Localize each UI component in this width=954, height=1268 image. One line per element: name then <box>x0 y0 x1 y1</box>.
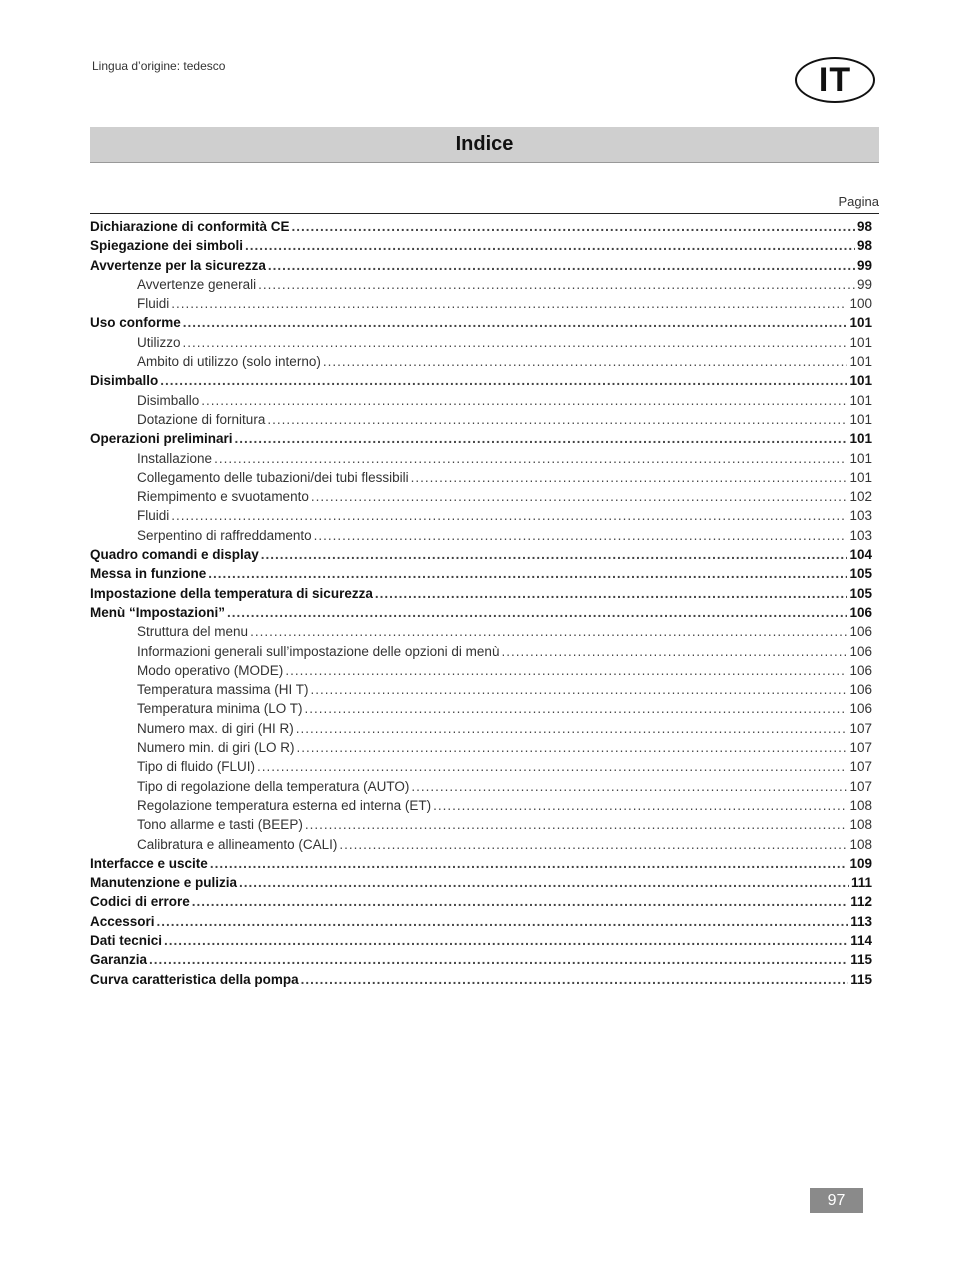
toc-entry-label: Tipo di regolazione della temperatura (AUTO) <box>137 778 410 794</box>
toc-entry-page: 106 <box>849 701 872 717</box>
toc-entry[interactable] <box>90 217 872 236</box>
toc-entry-label: Curva caratteristica della pompa <box>90 971 299 987</box>
toc-entry-page: 98 <box>856 219 872 234</box>
toc-entry-label: Struttura del menu <box>137 624 249 640</box>
toc-entry-label: Dati tecnici <box>90 932 163 948</box>
toc-entry-page: 103 <box>849 527 872 543</box>
toc-entry-label: Numero max. di giri (HI R) <box>137 720 294 736</box>
dot-leader <box>323 352 848 371</box>
toc-entry-page: 107 <box>849 778 872 794</box>
toc-entry-page: 114 <box>850 932 872 948</box>
toc-entry-page: 98 <box>856 238 872 254</box>
toc-entry[interactable] <box>90 873 872 892</box>
toc-subentry[interactable] <box>90 661 872 680</box>
toc-entry[interactable] <box>90 970 872 989</box>
dot-leader <box>311 680 848 699</box>
toc-entry-page: 103 <box>849 508 872 524</box>
toc-entry[interactable] <box>90 854 872 873</box>
dot-leader <box>267 410 847 429</box>
dot-leader <box>314 526 848 545</box>
toc-entry-label: Installazione <box>137 450 213 466</box>
toc-entry-page: 105 <box>849 566 872 582</box>
toc-subentry[interactable] <box>90 815 872 834</box>
dot-leader <box>501 642 847 661</box>
dot-leader <box>305 699 848 718</box>
dot-leader <box>183 333 848 352</box>
dot-leader <box>285 661 847 680</box>
toc-entry-label: Garanzia <box>90 952 148 968</box>
toc-subentry[interactable] <box>90 642 872 661</box>
toc-entry-page: 101 <box>849 373 872 389</box>
page-number: 97 <box>810 1188 863 1213</box>
toc-entry-page: 101 <box>849 431 872 447</box>
dot-leader <box>311 487 848 506</box>
toc-entry-page: 101 <box>849 315 872 331</box>
toc-entry[interactable] <box>90 931 872 950</box>
dot-leader <box>171 294 847 313</box>
dot-leader <box>201 391 847 410</box>
dot-leader <box>210 854 848 873</box>
dot-leader <box>227 603 847 622</box>
toc-entry[interactable] <box>90 564 872 583</box>
toc-entry-label: Informazioni generali sull’impostazione delle opzioni di menù <box>137 643 500 659</box>
toc-entry-page: 106 <box>849 682 872 698</box>
toc-entry[interactable] <box>90 912 872 931</box>
toc-entry-page: 101 <box>849 392 872 408</box>
toc-entry-label: Impostazione della temperatura di sicurezza <box>90 585 373 601</box>
toc-entry-label: Interfacce e uscite <box>90 855 208 871</box>
dot-leader <box>183 313 848 332</box>
dot-leader <box>157 912 849 931</box>
toc-entry[interactable] <box>90 236 872 255</box>
toc-entry-label: Codici di errore <box>90 894 190 910</box>
toc-entry-page: 107 <box>849 759 872 775</box>
toc-entry[interactable] <box>90 545 872 564</box>
toc-entry-label: Ambito di utilizzo (solo interno) <box>137 354 321 370</box>
toc-entry-label: Temperatura minima (LO T) <box>137 701 303 717</box>
dot-leader <box>297 738 848 757</box>
toc-subentry[interactable] <box>90 352 872 371</box>
toc-entry-label: Avvertenze generali <box>137 276 257 292</box>
dot-leader <box>305 815 848 834</box>
dot-leader <box>411 468 848 487</box>
toc-entry-page: 106 <box>849 662 872 678</box>
toc-entry-page: 108 <box>849 836 872 852</box>
toc-subentry[interactable] <box>90 526 872 545</box>
table-of-contents <box>90 217 872 989</box>
toc-subentry[interactable] <box>90 410 872 429</box>
toc-subentry[interactable] <box>90 294 872 313</box>
toc-entry-page: 105 <box>849 585 872 601</box>
dot-leader <box>250 622 847 641</box>
toc-subentry[interactable] <box>90 738 872 757</box>
dot-leader <box>192 892 848 911</box>
toc-subentry[interactable] <box>90 506 872 525</box>
origin-language-note: Lingua d’origine: tedesco <box>92 59 226 73</box>
dot-leader <box>245 236 855 255</box>
toc-subentry[interactable] <box>90 680 872 699</box>
dot-leader <box>261 545 848 564</box>
toc-entry-page: 99 <box>856 257 872 273</box>
language-badge: IT <box>795 57 875 103</box>
toc-subentry[interactable] <box>90 835 872 854</box>
toc-subentry[interactable] <box>90 333 872 352</box>
dot-leader <box>292 217 855 236</box>
toc-entry-label: Dichiarazione di conformità CE <box>90 219 290 234</box>
dot-leader <box>375 584 848 603</box>
toc-entry-page: 101 <box>849 354 872 370</box>
toc-entry-page: 108 <box>849 797 872 813</box>
toc-entry-label: Quadro comandi e display <box>90 547 259 563</box>
toc-entry-page: 115 <box>850 971 872 987</box>
toc-entry-page: 101 <box>849 411 872 427</box>
header-rule <box>90 213 879 214</box>
toc-entry[interactable] <box>90 256 872 275</box>
page-title: Indice <box>455 133 514 155</box>
toc-entry-page: 102 <box>849 489 872 505</box>
dot-leader <box>301 970 849 989</box>
dot-leader <box>433 796 847 815</box>
toc-subentry[interactable] <box>90 391 872 410</box>
toc-subentry[interactable] <box>90 468 872 487</box>
toc-entry-label: Menù “Impostazioni” <box>90 604 225 620</box>
toc-entry-page: 99 <box>856 276 872 292</box>
toc-entry-label: Fluidi <box>137 296 170 312</box>
toc-entry-page: 113 <box>850 913 872 929</box>
toc-subentry[interactable] <box>90 777 872 796</box>
toc-entry-label: Tipo di fluido (FLUI) <box>137 759 256 775</box>
toc-entry-label: Disimballo <box>137 392 200 408</box>
dot-leader <box>268 256 855 275</box>
toc-subentry[interactable] <box>90 757 872 776</box>
toc-entry-label: Avvertenze per la sicurezza <box>90 257 266 273</box>
dot-leader <box>171 506 847 525</box>
dot-leader <box>164 931 848 950</box>
toc-entry-page: 101 <box>849 334 872 350</box>
toc-subentry[interactable] <box>90 487 872 506</box>
dot-leader <box>258 275 855 294</box>
toc-entry-label: Messa in funzione <box>90 566 207 582</box>
page-column-label: Pagina <box>838 194 879 209</box>
toc-entry-label: Tono allarme e tasti (BEEP) <box>137 817 303 833</box>
toc-entry[interactable] <box>90 313 872 332</box>
toc-entry-label: Manutenzione e pulizia <box>90 875 238 891</box>
toc-subentry[interactable] <box>90 699 872 718</box>
toc-entry-label: Dotazione di fornitura <box>137 411 266 427</box>
toc-entry-label: Regolazione temperatura esterna ed interna (ET) <box>137 797 432 813</box>
toc-entry-label: Numero min. di giri (LO R) <box>137 740 295 756</box>
toc-subentry[interactable] <box>90 719 872 738</box>
toc-entry-page: 111 <box>850 875 872 891</box>
dot-leader <box>257 757 847 776</box>
toc-entry-page: 112 <box>850 894 872 910</box>
toc-entry[interactable] <box>90 429 872 448</box>
toc-entry-label: Fluidi <box>137 508 170 524</box>
toc-entry-page: 107 <box>849 740 872 756</box>
toc-entry-page: 104 <box>849 547 872 563</box>
dot-leader <box>149 950 848 969</box>
dot-leader <box>160 371 847 390</box>
dot-leader <box>339 835 847 854</box>
toc-entry[interactable] <box>90 603 872 622</box>
toc-entry[interactable] <box>90 950 872 969</box>
toc-subentry[interactable] <box>90 275 872 294</box>
toc-entry-page: 106 <box>849 604 872 620</box>
toc-entry-label: Temperatura massima (HI T) <box>137 682 309 698</box>
toc-entry-page: 100 <box>849 296 872 312</box>
dot-leader <box>411 777 847 796</box>
toc-entry-page: 108 <box>849 817 872 833</box>
toc-entry-label: Riempimento e svuotamento <box>137 489 309 505</box>
toc-entry-page: 107 <box>849 720 872 736</box>
toc-entry-label: Calibratura e allineamento (CALI) <box>137 836 338 852</box>
toc-entry-label: Collegamento delle tubazioni/dei tubi flessibili <box>137 469 409 485</box>
toc-entry-page: 101 <box>849 469 872 485</box>
dot-leader <box>296 719 848 738</box>
toc-entry-label: Serpentino di raffreddamento <box>137 527 312 543</box>
toc-entry-label: Modo operativo (MODE) <box>137 662 284 678</box>
toc-entry-label: Utilizzo <box>137 334 181 350</box>
toc-entry-label: Accessori <box>90 913 155 929</box>
toc-subentry[interactable] <box>90 796 872 815</box>
toc-entry-label: Disimballo <box>90 373 159 389</box>
toc-entry[interactable] <box>90 371 872 390</box>
dot-leader <box>239 873 849 892</box>
toc-entry-label: Operazioni preliminari <box>90 431 233 447</box>
toc-entry[interactable] <box>90 892 872 911</box>
toc-entry-page: 101 <box>849 450 872 466</box>
toc-entry-page: 109 <box>849 855 872 871</box>
toc-entry-page: 115 <box>850 952 872 968</box>
dot-leader <box>208 564 847 583</box>
toc-subentry[interactable] <box>90 622 872 641</box>
toc-subentry[interactable] <box>90 449 872 468</box>
toc-entry-label: Uso conforme <box>90 315 181 331</box>
title-bar <box>90 127 879 163</box>
dot-leader <box>214 449 847 468</box>
toc-entry[interactable] <box>90 584 872 603</box>
toc-entry-label: Spiegazione dei simboli <box>90 238 244 254</box>
toc-entry-page: 106 <box>849 624 872 640</box>
dot-leader <box>235 429 848 448</box>
toc-entry-page: 106 <box>849 643 872 659</box>
